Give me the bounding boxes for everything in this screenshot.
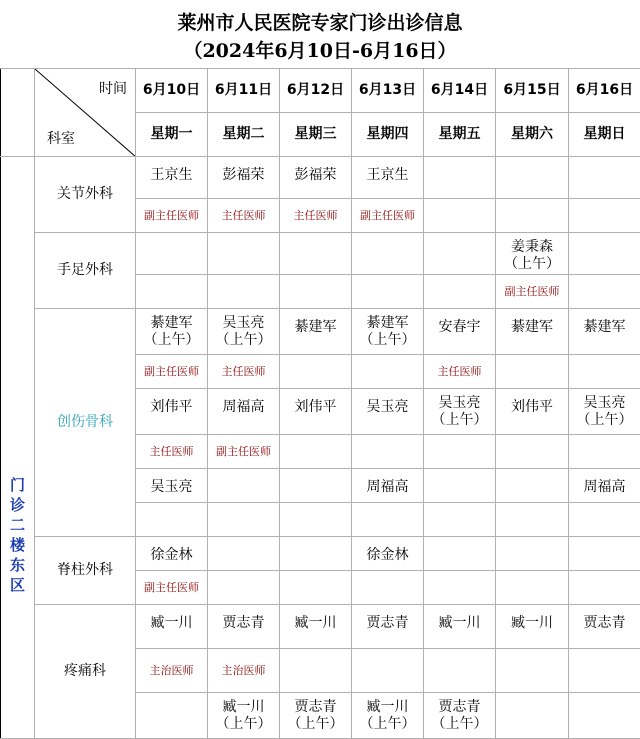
doctor-name [496,693,569,739]
date-header: 6月12日 [280,69,352,113]
doctor-name: 綦建军 （上午） [136,309,208,355]
doctor-title [208,275,280,309]
doctor-name: 王京生 [136,157,208,199]
doctor-name: 王京生 [352,157,424,199]
doctor-title [352,435,424,469]
corner-header [35,69,136,157]
doctor-name: 吴玉亮 （上午） [569,389,640,435]
doctor-name: 彭福荣 [280,157,352,199]
doctor-title [352,275,424,309]
doctor-name: 臧一川 [424,605,496,649]
doctor-title [136,275,208,309]
page-title: 莱州市人民医院专家门诊出诊信息 [0,8,640,35]
department-label: 关节外科 [35,157,136,233]
doctor-title [424,571,496,605]
department-label: 脊柱外科 [35,537,136,605]
department-label: 创伤骨科 [35,309,136,537]
doctor-title: 主任医师 [136,435,208,469]
doctor-name: 贾志青 （上午） [424,693,496,739]
weekday-header: 星期日 [569,113,640,157]
weekday-header: 星期二 [208,113,280,157]
doctor-title: 主治医师 [208,649,280,693]
doctor-name: 臧一川 （上午） [352,693,424,739]
date-header: 6月11日 [208,69,280,113]
doctor-name: 吴玉亮 （上午） [424,389,496,435]
doctor-name [208,537,280,571]
doctor-name: 彭福荣 [208,157,280,199]
doctor-title [569,435,640,469]
doctor-name [424,537,496,571]
department-label: 手足外科 [35,233,136,309]
doctor-name: 贾志青 [352,605,424,649]
doctor-title [208,503,280,537]
doctor-name: 安春宇 [424,309,496,355]
doctor-name [136,693,208,739]
weekday-header: 星期五 [424,113,496,157]
doctor-name: 臧一川 （上午） [208,693,280,739]
doctor-title [569,649,640,693]
doctor-title [424,503,496,537]
doctor-name [280,233,352,275]
doctor-title [208,571,280,605]
doctor-name: 臧一川 [280,605,352,649]
doctor-title: 主治医师 [136,649,208,693]
doctor-name [569,537,640,571]
doctor-name [496,537,569,571]
schedule-table [0,68,640,739]
doctor-name: 刘伟平 [136,389,208,435]
department-label: 疼痛科 [35,605,136,739]
doctor-title [496,571,569,605]
dept-label: 科室 [47,131,75,148]
date-header-row [1,69,640,113]
doctor-name: 徐金林 [352,537,424,571]
doctor-name [424,233,496,275]
doctor-title: 主任医师 [280,199,352,233]
doctor-title [352,571,424,605]
doctor-title [352,649,424,693]
doctor-title: 主任医师 [208,355,280,389]
schedule-row [1,157,640,199]
doctor-name: 吴玉亮 （上午） [208,309,280,355]
doctor-name: 吴玉亮 [136,469,208,503]
doctor-title [280,275,352,309]
doctor-title: 副主任医师 [208,435,280,469]
weekday-header: 星期三 [280,113,352,157]
doctor-title [569,503,640,537]
doctor-title [496,199,569,233]
doctor-title [496,355,569,389]
doctor-name: 刘伟平 [280,389,352,435]
date-header: 6月13日 [352,69,424,113]
doctor-title [496,435,569,469]
doctor-name [569,233,640,275]
doctor-title [280,435,352,469]
doctor-title [352,355,424,389]
doctor-name [424,469,496,503]
doctor-name: 刘伟平 [496,389,569,435]
doctor-name [280,469,352,503]
doctor-title [352,503,424,537]
doctor-name: 綦建军 [280,309,352,355]
doctor-title: 副主任医师 [136,571,208,605]
date-header: 6月14日 [424,69,496,113]
doctor-title: 副主任医师 [352,199,424,233]
schedule-row [1,309,640,355]
doctor-name: 臧一川 [496,605,569,649]
zone-label: 门 诊 二 楼 东 区 [1,157,35,739]
doctor-name: 周福高 [352,469,424,503]
doctor-name: 吴玉亮 [352,389,424,435]
doctor-name: 周福高 [569,469,640,503]
doctor-name [208,233,280,275]
doctor-name [136,233,208,275]
doctor-name: 贾志青 [208,605,280,649]
doctor-title: 副主任医师 [496,275,569,309]
doctor-title [280,503,352,537]
schedule-row [1,537,640,571]
doctor-title [280,649,352,693]
date-range: （2024年6月10日-6月16日） [0,36,640,63]
weekday-header: 星期一 [136,113,208,157]
doctor-title [280,571,352,605]
doctor-name: 徐金林 [136,537,208,571]
doctor-name [352,233,424,275]
doctor-name: 綦建军 [496,309,569,355]
doctor-title: 主任医师 [208,199,280,233]
page-title-block [0,0,640,69]
doctor-title [280,355,352,389]
doctor-title: 副主任医师 [136,355,208,389]
doctor-name [280,537,352,571]
weekday-header: 星期四 [352,113,424,157]
doctor-title [136,503,208,537]
doctor-name [496,157,569,199]
doctor-name: 臧一川 [136,605,208,649]
doctor-title [569,571,640,605]
doctor-title [569,275,640,309]
doctor-title [424,435,496,469]
doctor-title: 主任医师 [424,355,496,389]
schedule-row [1,605,640,649]
doctor-name [569,693,640,739]
doctor-name: 贾志青 [569,605,640,649]
doctor-name [208,469,280,503]
doctor-title: 副主任医师 [136,199,208,233]
time-label: 时间 [99,81,127,98]
date-header: 6月15日 [496,69,569,113]
doctor-name: 姜秉森 （上午） [496,233,569,275]
date-header: 6月10日 [136,69,208,113]
doctor-title [496,649,569,693]
doctor-name [569,157,640,199]
doctor-name: 贾志青 （上午） [280,693,352,739]
date-header: 6月16日 [569,69,640,113]
weekday-header: 星期六 [496,113,569,157]
doctor-title [496,503,569,537]
doctor-name: 周福高 [208,389,280,435]
doctor-name: 綦建军 [569,309,640,355]
doctor-name: 綦建军 （上午） [352,309,424,355]
doctor-title [424,649,496,693]
doctor-title [424,199,496,233]
doctor-name [496,469,569,503]
doctor-title [424,275,496,309]
doctor-name [424,157,496,199]
corner-spacer [1,69,35,157]
doctor-title [569,355,640,389]
doctor-title [569,199,640,233]
schedule-row [1,233,640,275]
